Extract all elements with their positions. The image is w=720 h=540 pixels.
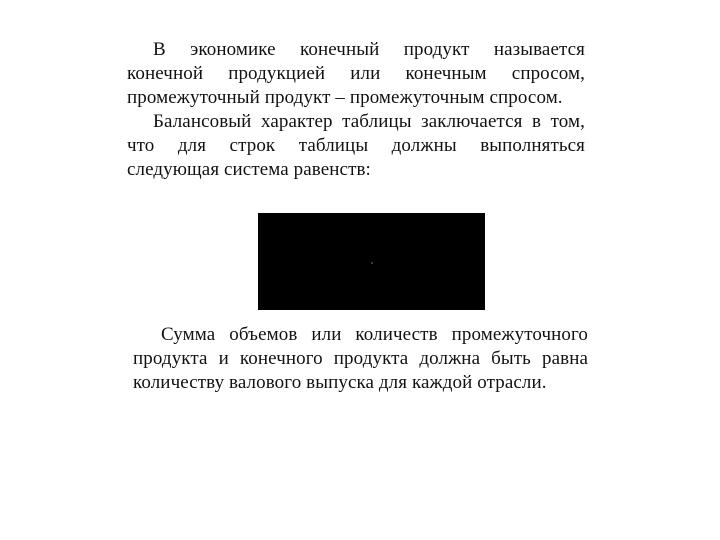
formula-dot-mark bbox=[371, 262, 373, 264]
paragraph-balance-equations: Балансовый характер таблицы заключается в том, что для строк таблицы должны выполняться следующая система равенств: bbox=[127, 111, 585, 180]
definition-text-block bbox=[127, 38, 585, 182]
paragraph-sum-rule: Сумма объемов или количеств промежуточного продукта и конечного продукта должна быть равна количеству валового выпуска для каждой отрасли. bbox=[133, 324, 588, 393]
paragraph-final-product-definition: В экономике конечный продукт называется конечной продукцией или конечным спросом, промежуточный продукт – промежуточным спросом. bbox=[127, 39, 585, 108]
formula-image-placeholder bbox=[258, 213, 485, 310]
